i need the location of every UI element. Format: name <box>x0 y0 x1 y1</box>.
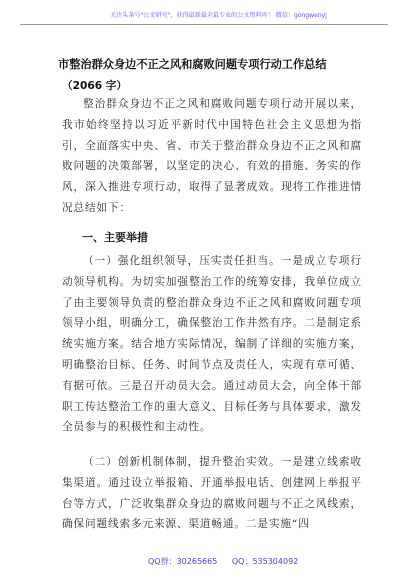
body-paragraph: （一）强化组织领导，压实责任担当。一是成立专项行动领导机构。为切实加强整治工作的统筹安排，我单位成立了由主要领导负责的整治群众身边不正之风和腐败问题专项领导小组，明确分工，确保整治工作井然有序。二是制定系统实施方案。结合地方实际情况，编制了详细的实施方案，明确整治目标、任务、时间节点及责任人，实现有章可循、有据可依。三是召开动员大会。通过动员大会，向全体干部职工传达整治工作的重大意义、目标任务与具体要求，激发全员参与的积极性和主动性。 <box>62 255 362 434</box>
footer-contact <box>148 556 348 567</box>
section-heading: 一、主要举措 <box>82 231 148 244</box>
document-title: 市整治群众身边不正之风和腐败问题专项行动工作总结 <box>58 58 327 71</box>
intro-paragraph: 整治群众身边不正之风和腐败问题专项行动开展以来，我市始终坚持以习近平新时代中国特色社会主义思想为指引，全面落实中央、省、市关于整治群众身边不正之风和腐败问题的决策部署，以坚定的决心、有效的措施、务实的作风，深入推进专项行动，取得了显著成效。现将工作推进情况总结如下： <box>62 98 362 214</box>
header-banner: 关注头条号"公文研究"，获得最新最全最专业的公文资料库！ 微信：gongwenyj <box>110 12 327 19</box>
body-paragraph: （二）创新机制体制，提升整治实效。一是建立线索收集渠道。通过设立举报箱、开通举报电话、创建网上举报平台等方式，广泛收集群众身边的腐败问题与不正之风线索，确保问题线索多元来源、渠道畅通。二是实施“四 <box>62 456 362 531</box>
footer-qq: QQ：535304092 <box>231 557 299 566</box>
footer-qq-group: QQ群：30265665 <box>148 557 218 566</box>
header-divider <box>20 24 388 25</box>
word-count: （2066 字） <box>62 80 127 92</box>
